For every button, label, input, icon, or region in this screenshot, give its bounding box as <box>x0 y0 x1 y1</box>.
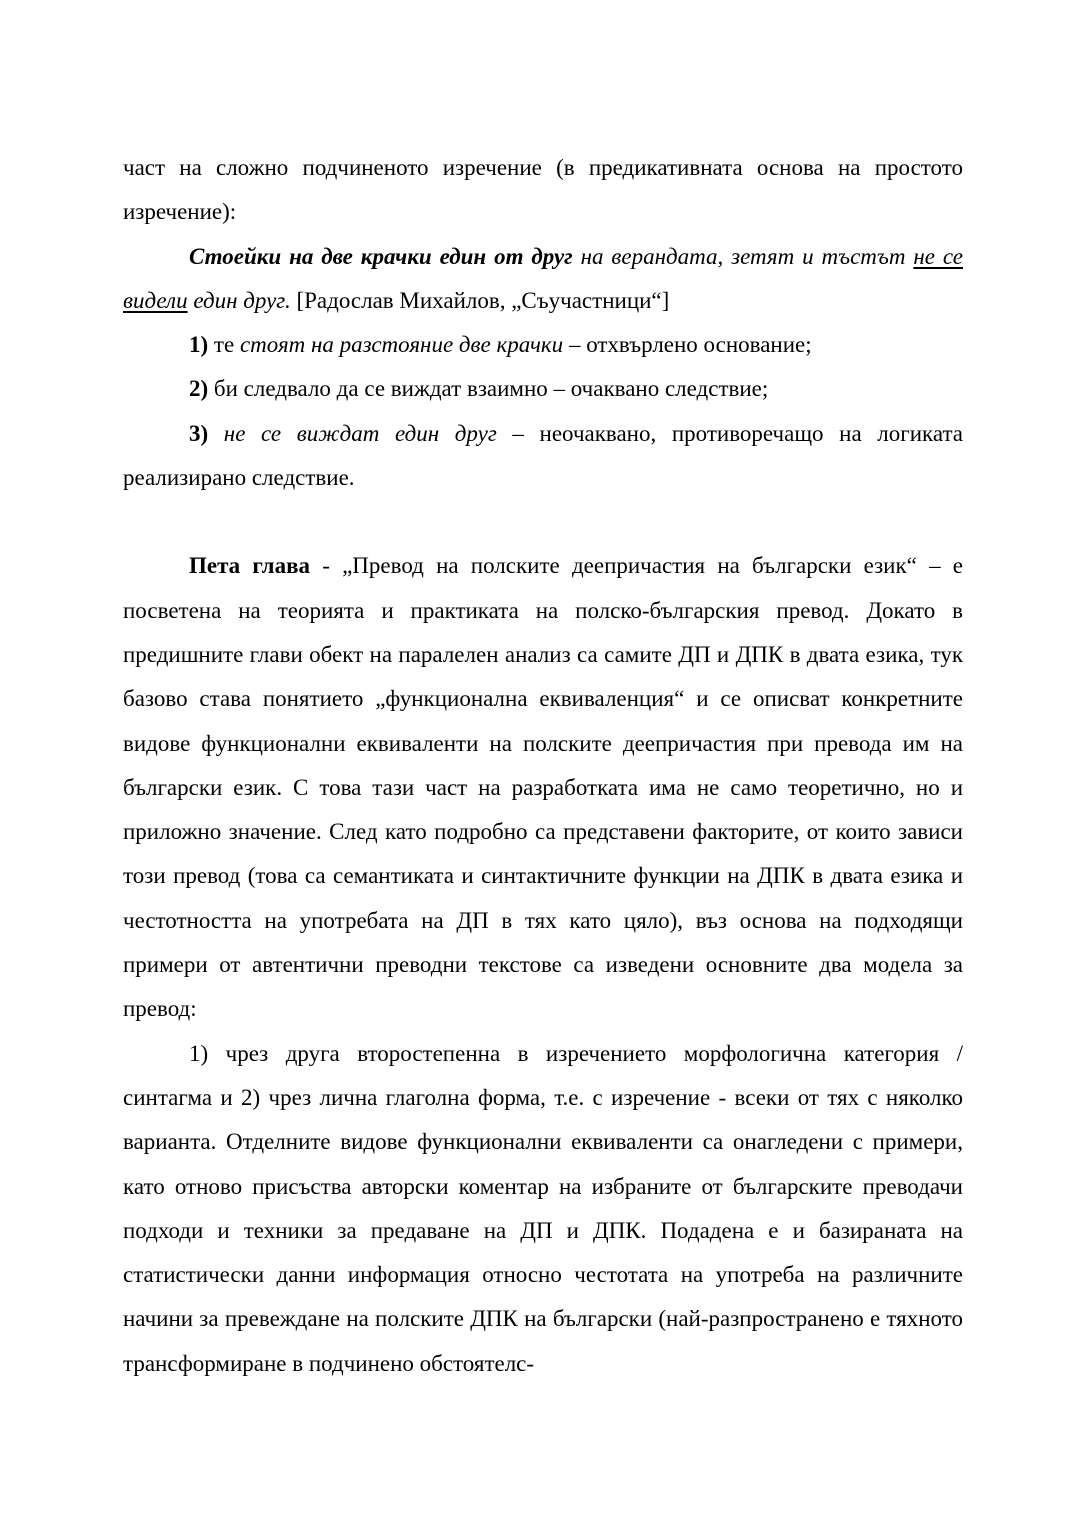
document-body <box>123 146 963 1386</box>
chapter-heading: Пета глава <box>189 553 310 579</box>
analysis-item-3 <box>123 412 963 501</box>
item-italic: не се виждат един друг <box>223 420 497 446</box>
example-italic: на верандата, зетят и тъстът <box>572 243 914 269</box>
paragraph-continuation <box>123 146 963 235</box>
example-sentence <box>123 235 963 324</box>
item-number: 2) <box>189 376 209 402</box>
item-text-end: – неочаквано, противоречащо на логиката реализирано следствие. <box>123 420 963 491</box>
item-number: 1) <box>189 332 209 358</box>
chapter-five-summary <box>123 544 963 1031</box>
item-text-end: – отхвърлено основание; <box>563 332 812 358</box>
item-text: би следвало да се виждат взаимно – очаквано следствие; <box>208 376 769 402</box>
example-underlined: не се видели <box>123 243 963 313</box>
example-citation: [Радослав Михайлов, „Съучастници“] <box>290 287 670 313</box>
example-italic-end: един друг. <box>187 287 291 313</box>
paragraph-text: 1) чрез друга второстепенна в изречението морфологична категория / синтагма и 2) чрез лична глаголна форма, т.е. с изречение - всеки от тях с няколко варианта. Отделните видове функционални еквиваленти са онагледени с примери, като отново присъства авторски коментар на избраните от българските преводачи подходи и техники за предаване на ДП и ДПК. Подадена е и базираната на статистически данни информация относно честотата на употреба на различните начини за превеждане на полските ДПК на български (най-разпространено е тяхното трансформиране в подчинено обстоятелс- <box>123 1040 963 1376</box>
analysis-item-1 <box>123 323 963 367</box>
item-text <box>208 421 224 446</box>
translation-models-paragraph <box>123 1032 963 1386</box>
item-text: те <box>208 332 240 358</box>
paragraph-text: част на сложно подчиненото изречение (в предикативната основа на простото изречение): <box>123 155 963 225</box>
paragraph-text: - „Превод на полските деепричастия на български език“ – е посветена на теорията и практиката на полско-българския превод. Докато в предишните глави обект на паралелен анализ са самите ДП и ДПК в двата езика, тук базово става понятието „функционална еквиваленция“ и се описват конкретните видове функционални еквиваленти на полските деепричастия при превода им на български език. С това тази част на разработката има не само теоретично, но и приложно значение. След като подробно са представени факторите, от които зависи този превод (това са семантиката и синтактичните функции на ДПК в двата езика и честотността на употребата на ДП в тях като цяло), въз основа на подходящи примери от автентични преводни текстове са изведени основните два модела за превод: <box>123 553 963 1022</box>
analysis-item-2 <box>123 367 963 411</box>
example-bold-italic: Стоейки на две крачки един от друг <box>189 243 573 269</box>
item-number: 3) <box>189 420 209 446</box>
item-italic: стоят на разстояние две крачки <box>239 332 564 358</box>
